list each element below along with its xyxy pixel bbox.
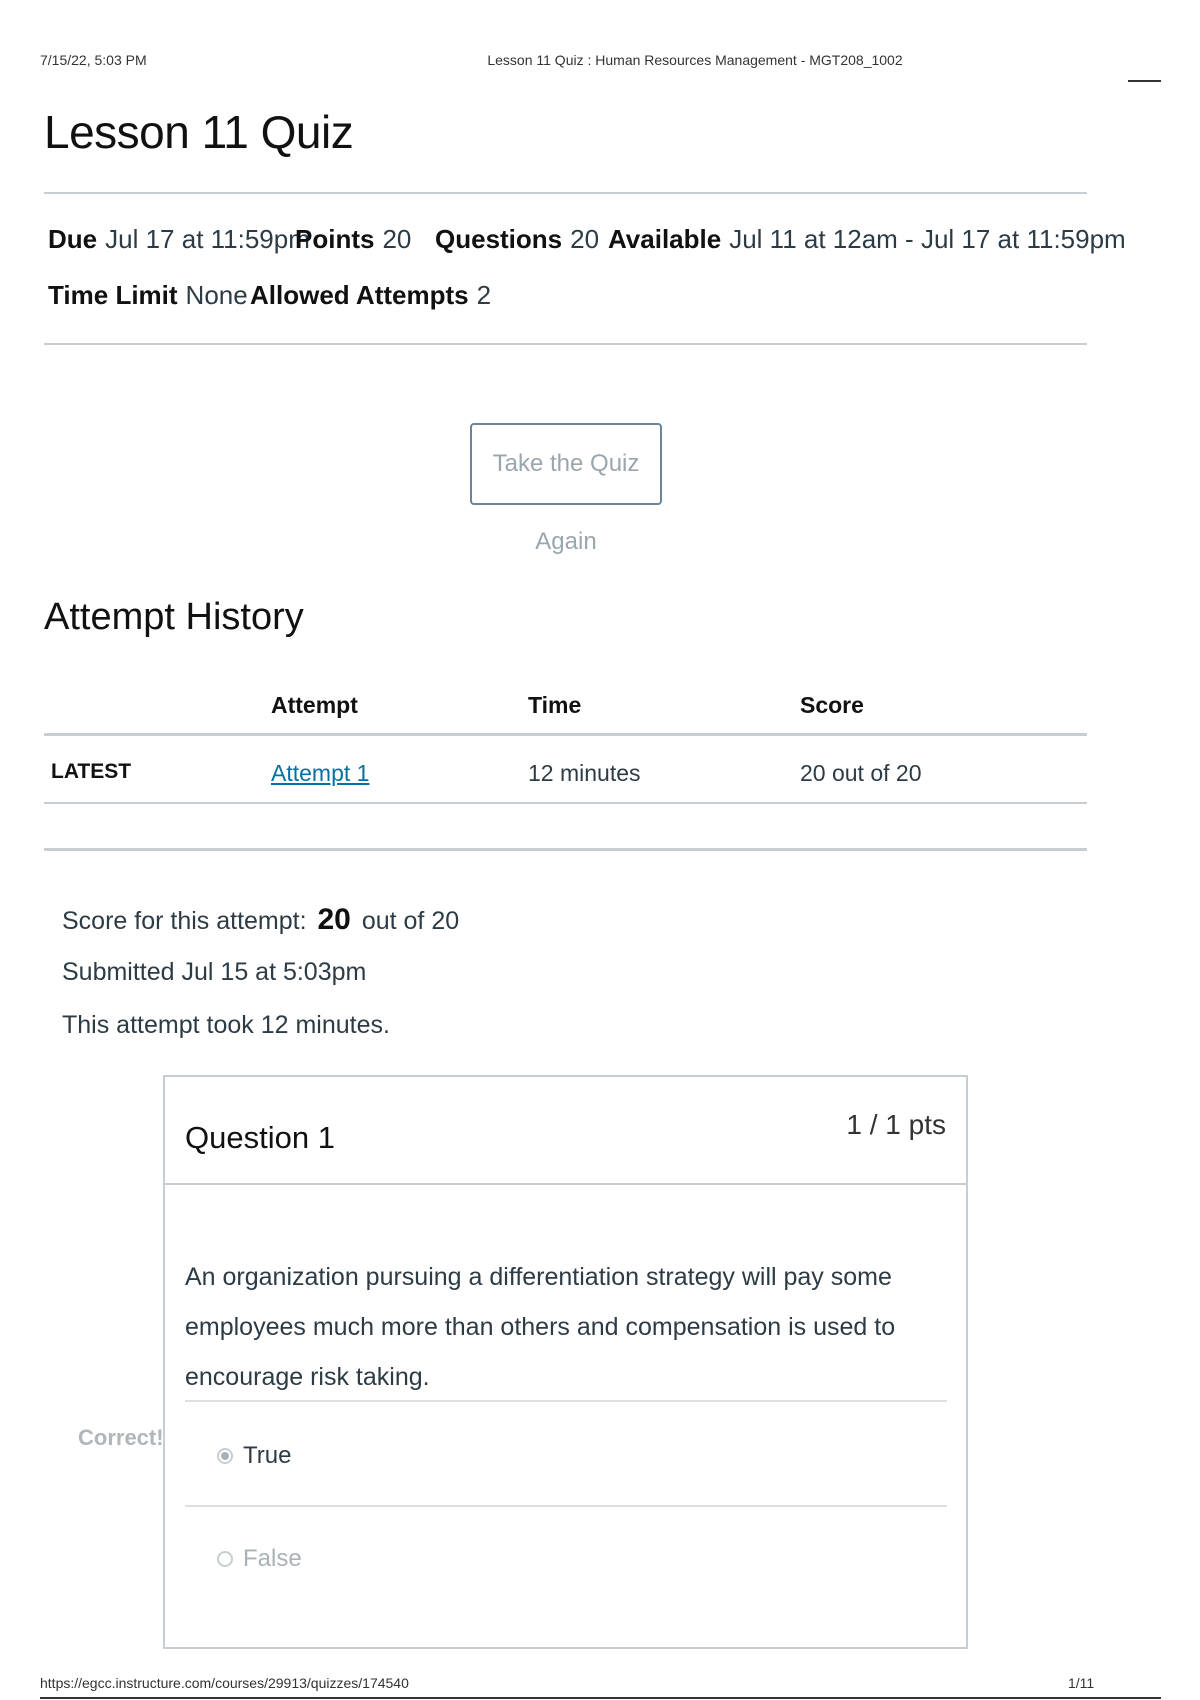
question-title: Question 1 (185, 1120, 335, 1155)
attempts-label: Allowed Attempts (250, 280, 469, 310)
available-value: Jul 11 at 12am - Jul 17 at 11:59pm (729, 224, 1126, 254)
question-points: 1 / 1 pts (846, 1109, 946, 1140)
attempt-time: 12 minutes (528, 760, 641, 786)
answer-divider (185, 1505, 947, 1507)
available-label: Available (608, 224, 722, 254)
points-meta (295, 224, 411, 255)
radio-empty-icon[interactable] (217, 1551, 233, 1567)
answer-true[interactable] (217, 1442, 291, 1470)
time-limit-label: Time Limit (48, 280, 178, 310)
points-label: Points (295, 224, 375, 254)
divider-top (44, 192, 1087, 194)
print-url: https://egcc.instructure.com/courses/29913/quizzes/174540 (40, 1675, 409, 1691)
print-header (40, 52, 1200, 72)
table-row-rule (44, 802, 1087, 804)
answer-label: False (243, 1545, 302, 1572)
score-value: 20 (317, 903, 351, 936)
divider-meta (44, 343, 1087, 345)
question-card (163, 1075, 968, 1649)
page-title: Lesson 11 Quiz (44, 106, 354, 158)
print-doc-title: Lesson 11 Quiz : Human Resources Management - MGT208_1002 (487, 52, 903, 68)
question-header (165, 1077, 966, 1185)
answer-divider (185, 1400, 947, 1402)
corner-dash (1128, 80, 1161, 82)
attempt-score: 20 out of 20 (800, 760, 922, 786)
due-label: Due (48, 224, 98, 254)
score-for-attempt (62, 903, 459, 937)
answer-label: True (243, 1442, 292, 1469)
attempt-duration: This attempt took 12 minutes. (62, 1011, 390, 1039)
attempts-value: 2 (476, 280, 492, 310)
correct-indicator: Correct! (78, 1425, 164, 1450)
table-header-rule (44, 733, 1087, 736)
points-value: 20 (382, 224, 412, 254)
questions-value: 20 (570, 224, 600, 254)
latest-tag: LATEST (51, 760, 132, 783)
header-time: Time (528, 692, 582, 718)
due-meta (48, 224, 310, 255)
due-value: Jul 17 at 11:59pm (105, 224, 310, 254)
header-attempt: Attempt (271, 692, 358, 718)
answer-false[interactable] (217, 1545, 302, 1573)
question-text: An organization pursuing a differentiation strategy will pay some employees much more than others and compensation is used to encourage risk taking. (185, 1263, 896, 1391)
divider-summary (44, 848, 1087, 851)
questions-label: Questions (435, 224, 563, 254)
submitted-text: Submitted Jul 15 at 5:03pm (62, 958, 367, 986)
take-quiz-again-button[interactable]: Take the Quiz Again (470, 423, 662, 505)
questions-meta (435, 224, 599, 255)
time-limit-value: None (185, 280, 248, 310)
attempt-history-title: Attempt History (44, 596, 304, 638)
time-limit-meta (48, 280, 248, 311)
print-date: 7/15/22, 5:03 PM (40, 52, 147, 68)
score-suffix: out of 20 (361, 907, 460, 935)
attempt-1-link[interactable]: Attempt 1 (271, 760, 370, 786)
footer-rule (40, 1697, 1161, 1699)
radio-checked-icon[interactable] (217, 1448, 233, 1464)
attempts-meta (250, 280, 491, 311)
print-page-number: 1/11 (1068, 1675, 1095, 1691)
header-score: Score (800, 692, 864, 718)
score-prefix: Score for this attempt: (62, 907, 307, 935)
available-meta (608, 224, 1126, 255)
